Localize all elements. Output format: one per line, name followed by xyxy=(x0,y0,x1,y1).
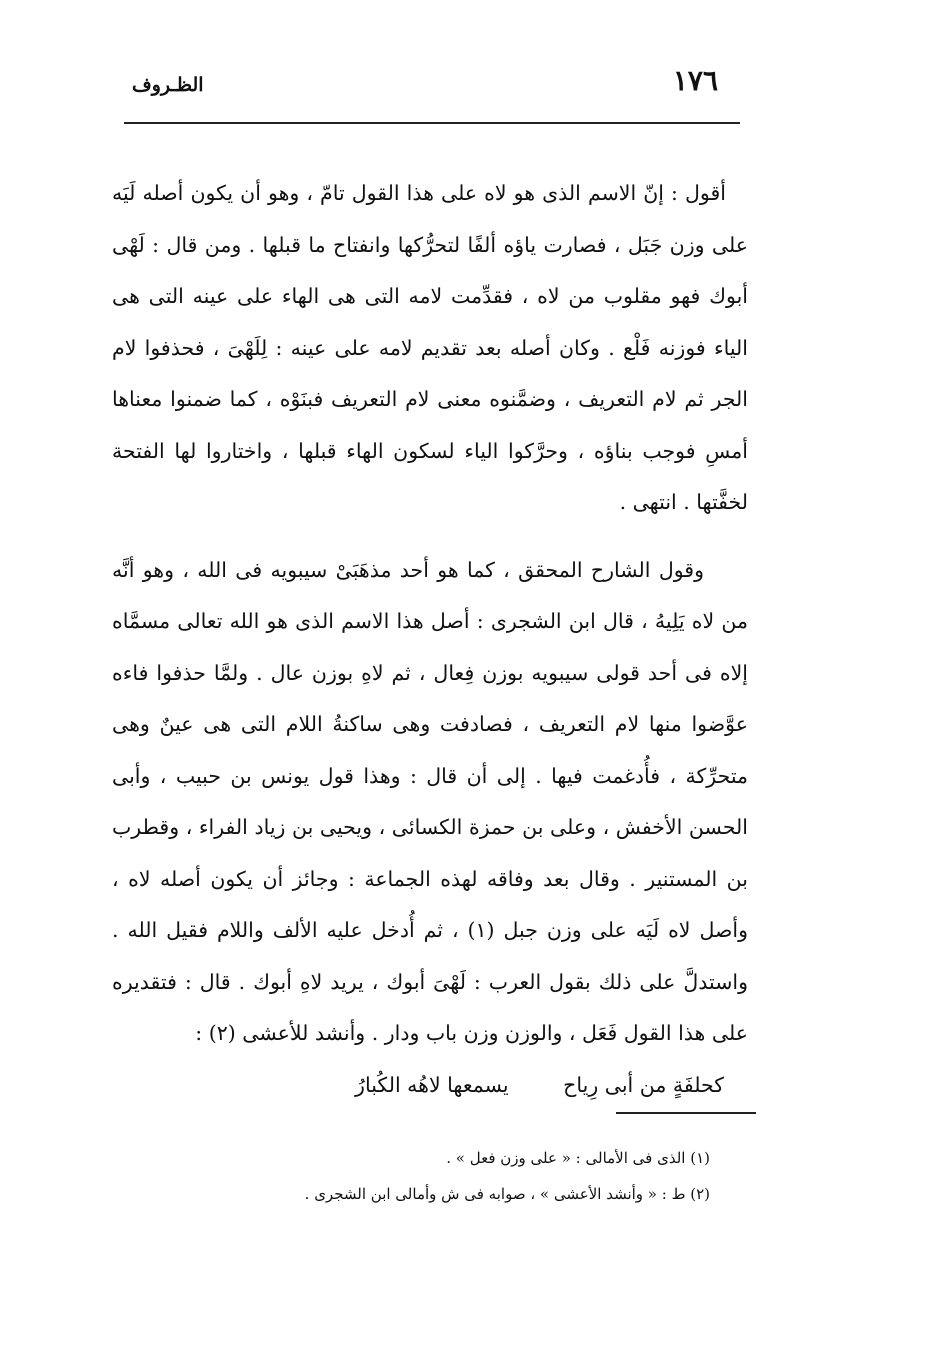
poetry-verse xyxy=(112,1060,748,1112)
verse-first-hemistich: كحلفَةٍ من أبى رِياح xyxy=(563,1072,724,1097)
main-text xyxy=(112,168,748,1111)
page-number: ١٧٦ xyxy=(672,64,718,97)
footnote-rule xyxy=(616,1112,756,1114)
footnote-2: (٢) ط : « وأنشد الأعشى » ، صوابه فى ش وأمالى ابن الشجرى . xyxy=(304,1185,710,1203)
paragraph-2: وقول الشارح المحقق ، كما هو أحد مذهَبَىْ سيبويه فى الله ، وهو أنَّه من لاه يَلِيهُ ، قال ابن الشجرى : أصل هذا الاسم الذى هو الله تعالى مسمَّاه إلاه فى أحد قولى سيبويه بوزن فِعال ، ثم لاهِ بوزن عال . ولمَّا حذفوا فاءه عوَّضوا منها لام التعريف ، فصادفت وهى ساكنةُ اللام التى هى عينٌ وهى متحرِّكة ، فأُدغمت فيها . إلى أن قال : وهذا قول يونس بن حبيب ، وأبى الحسن الأخفش ، وعلى بن حمزة الكسائى ، ويحيى بن زياد الفراء ، وقطرب بن المستنير . وقال بعد وفاقه لهذه الجماعة : وجائز أن يكون أصله لاه ، وأصل لاه لَيَه على وزن جبل (١) ، ثم أُدخل عليه الألف واللام فقيل الله . واستدلَّ على ذلك بقول العرب : لَهْىَ أبوك ، يريد لاهِ أبوك . قال : فتقديره على هذا القول فَعَل ، والوزن وزن باب ودار . وأنشد للأعشى (٢) : xyxy=(112,557,748,1045)
page-header xyxy=(118,64,740,104)
paragraph-1: أقول : إنّ الاسم الذى هو لاه على هذا القول تامّ ، وهو أن يكون أصله لَيَه على وزن جَبَل ، فصارت ياؤه ألفًا لتحرُّكها وانفتاح ما قبلها . ومن قال : لَهْى أبوك فهو مقلوب من لاه ، فقدِّمت لامه التى هى الهاء على عينه التى هى الياء فوزنه فَلْع . وكان أصله بعد تقديم لامه على عينه : لِلَهْىَ ، فحذفوا لام الجر ثم لام التعريف ، وضمَّنوه معنى لام التعريف فبنَوْه ، كما ضمنوا معناها أمسِ فوجب بناؤه ، وحرَّكوا الياء لسكون الهاء قبلها ، واختاروا لها الفتحة لخفَّتها . انتهى . xyxy=(112,181,748,514)
header-rule xyxy=(124,122,740,124)
footnote-1: (١) الذى فى الأمالى : « على وزن فعل » . xyxy=(446,1149,710,1167)
running-title: الظـروف xyxy=(132,74,204,96)
footnotes xyxy=(150,1140,710,1212)
verse-second-hemistich: يسمعها لاهُه الكُبارُ xyxy=(355,1072,509,1097)
